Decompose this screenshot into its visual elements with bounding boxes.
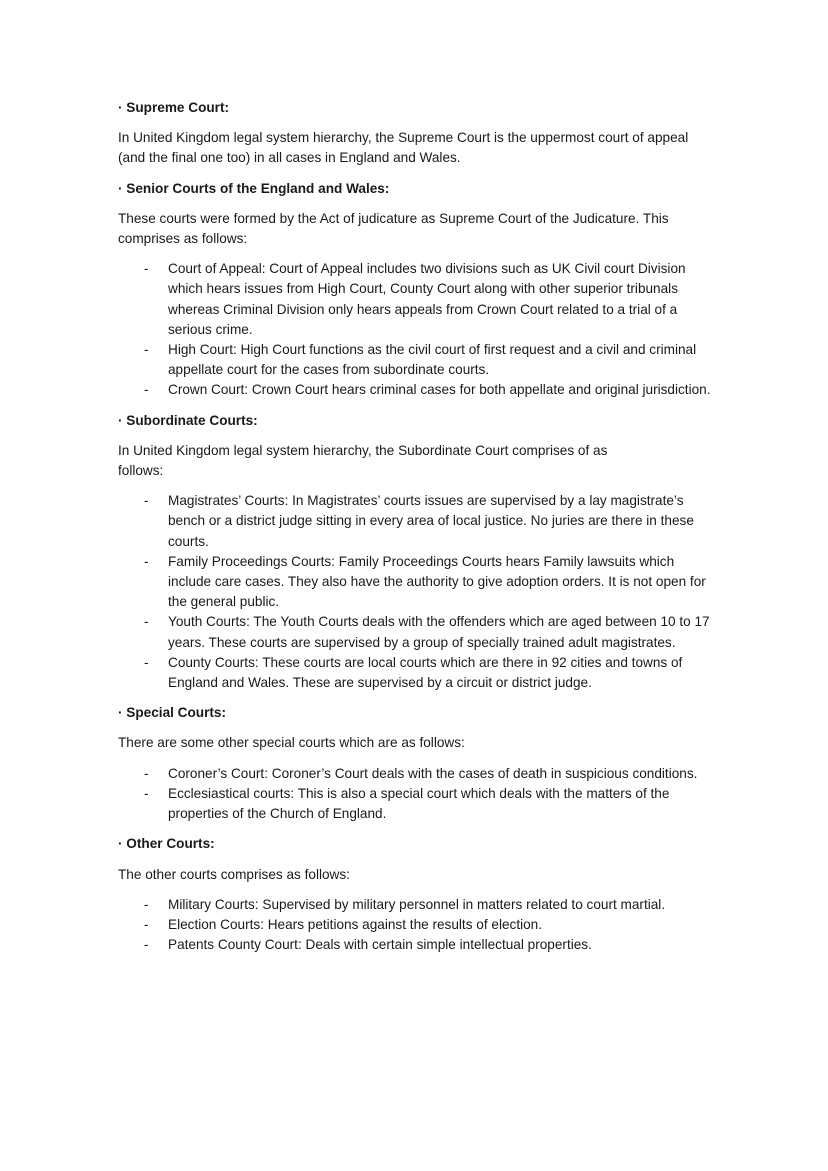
bullet-dash: - (144, 342, 149, 358)
bullet-dash: - (144, 493, 149, 509)
court-list (118, 764, 718, 825)
bullet-dash: - (144, 896, 149, 912)
list-item (118, 653, 718, 693)
section-heading: · Subordinate Courts: (118, 412, 258, 428)
bullet-dash: - (144, 785, 149, 801)
list-item (118, 491, 718, 552)
section-supreme-court (118, 98, 718, 169)
section-heading: · Senior Courts of the England and Wales: (118, 180, 390, 196)
list-item-text: Magistrates’ Courts: In Magistrates’ courts issues are supervised by a lay magistrate’s bench or a district judge sitting in every area of local justice. No juries are there in these courts. (168, 493, 694, 549)
bullet-dash: - (144, 765, 149, 781)
list-item-text: Court of Appeal: Court of Appeal includes two divisions such as UK Civil court Division which hears issues from High Court, County Court along with other superior tribunals whereas Criminal Division only hears appeals from Crown Court related to a trial of a serious crime. (168, 261, 686, 337)
section-heading: · Other Courts: (118, 836, 215, 852)
section-paragraph: There are some other special courts which are as follows: (118, 735, 465, 751)
list-item (118, 895, 718, 915)
list-item-text: Family Proceedings Courts: Family Proceedings Courts hears Family lawsuits which include care cases. They also have the authority to give adoption orders. It is not open for the general public. (168, 553, 706, 610)
section-heading: · Supreme Court: (118, 100, 230, 115)
section-senior-courts (118, 179, 718, 401)
list-item-text: Patents County Court: Deals with certain simple intellectual properties. (168, 937, 592, 953)
bullet-dash: - (144, 916, 149, 932)
bullet-dash: - (144, 553, 149, 569)
section-special-courts (118, 703, 718, 824)
section-paragraph: In United Kingdom legal system hierarchy, the Subordinate Court comprises of as follows: (118, 442, 608, 479)
section-paragraph: In United Kingdom legal system hierarchy, the Supreme Court is the uppermost court of appeal (and the final one too) in all cases in England and Wales. (118, 130, 689, 166)
list-item (118, 784, 718, 824)
list-item-text: Crown Court: Crown Court hears criminal cases for both appellate and original jurisdiction. (168, 382, 711, 398)
list-item-text: Coroner’s Court: Coroner’s Court deals with the cases of death in suspicious conditions. (168, 765, 698, 781)
court-list (118, 491, 718, 693)
list-item (118, 764, 718, 784)
court-list (118, 259, 718, 400)
section-heading: · Special Courts: (118, 705, 227, 721)
list-item (118, 340, 718, 380)
section-other-courts (118, 834, 718, 955)
bullet-dash: - (144, 382, 149, 398)
list-item (118, 612, 718, 652)
list-item-text: Election Courts: Hears petitions against the results of election. (168, 916, 543, 932)
bullet-dash: - (144, 654, 149, 670)
section-subordinate-courts (118, 411, 718, 694)
list-item-text: Ecclesiastical courts: This is also a special court which deals with the matters of the properties of the Church of England. (168, 785, 670, 822)
list-item (118, 259, 718, 340)
section-paragraph: These courts were formed by the Act of judicature as Supreme Court of the Judicature. This comprises as follows: (118, 210, 669, 247)
bullet-dash: - (144, 937, 149, 953)
section-paragraph: The other courts comprises as follows: (118, 866, 350, 882)
bullet-dash: - (144, 614, 149, 630)
list-item (118, 380, 718, 400)
list-item (118, 915, 718, 935)
list-item-text: County Courts: These courts are local courts which are there in 92 cities and towns of England and Wales. These are supervised by a circuit or district judge. (168, 654, 683, 691)
list-item-text: Youth Courts: The Youth Courts deals with the offenders which are aged between 10 to 17 years. These courts are supervised by a group of specially trained adult magistrates. (168, 614, 710, 650)
court-list (118, 895, 718, 956)
list-item-text: Military Courts: Supervised by military personnel in matters related to court martial. (168, 896, 666, 912)
list-item (118, 935, 718, 955)
document-page (118, 98, 718, 965)
bullet-dash: - (144, 261, 149, 277)
list-item-text: High Court: High Court functions as the civil court of first request and a civil and criminal appellate court for the cases from subordinate courts. (168, 342, 697, 378)
list-item (118, 552, 718, 613)
